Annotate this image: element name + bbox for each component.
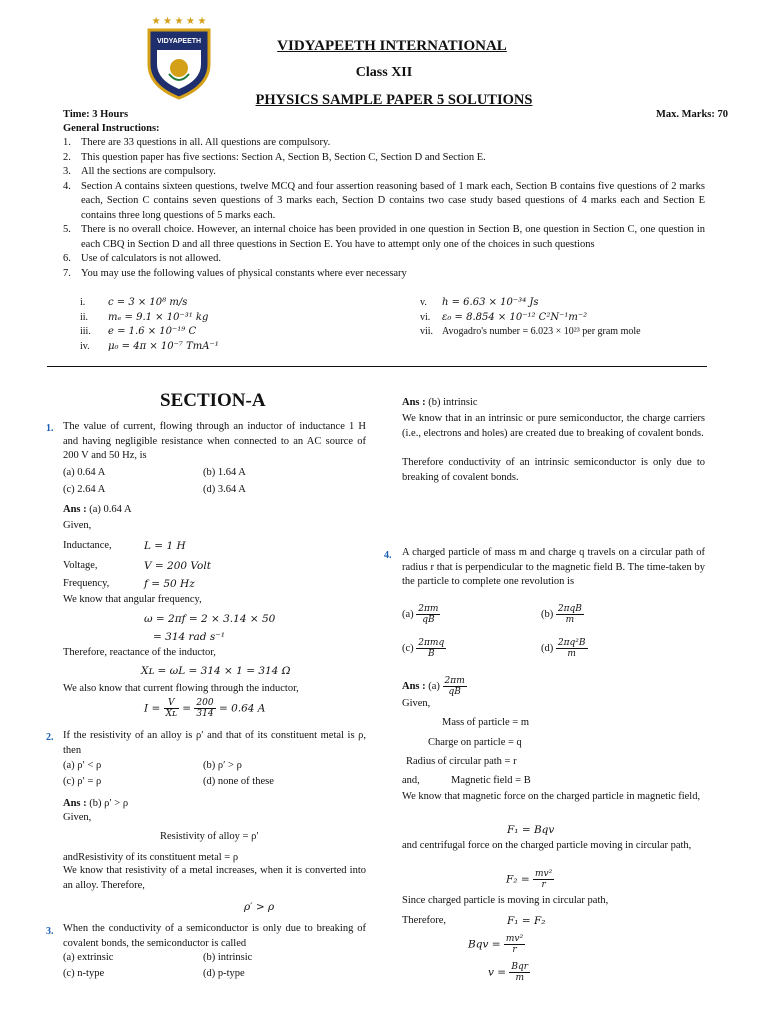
logo-text: VIDYAPEETH: [157, 38, 202, 45]
given-line: Radius of circular path = r: [406, 756, 517, 767]
given-line: Magnetic field = B: [451, 775, 531, 786]
question-number: 3.: [46, 926, 54, 937]
option-a: (a) $\frac{2\pi m}{qB}$: [402, 604, 439, 625]
solution-text: We know that resistivity of a metal increases, when it is converted into an alloy. Therefore,: [63, 865, 366, 891]
inductance-label: Inductance,: [63, 540, 112, 551]
instruction-item: 3. All the sections are compulsory.: [63, 166, 216, 177]
option-c: (c) ρ′ = ρ: [63, 776, 102, 787]
question-number: 1.: [46, 423, 54, 434]
answer: Ans : (a) $\frac{2\pi m}{qB}$: [402, 676, 465, 697]
option-d: (d) p-type: [203, 968, 245, 979]
answer: Ans : (b) ρ′ > ρ: [63, 798, 129, 809]
option-c: (c) $\frac{\text{2πmq}}{B}$: [402, 638, 445, 659]
option-d: (d) none of these: [203, 776, 274, 787]
constants-left: [80, 296, 219, 354]
equation: Xʟ = ωL = 314 × 1 = 314 Ω: [141, 665, 291, 677]
option-b: (b) 1.64 A: [203, 467, 246, 478]
instructions-heading: General Instructions:: [63, 123, 160, 134]
section-title: SECTION-A: [160, 390, 266, 411]
question-number: 4.: [384, 550, 392, 561]
option-d: (d) 3.64 A: [203, 484, 246, 495]
solution-text: and centrifugal force on the charged particle moving in circular path,: [402, 840, 692, 851]
constant-row: v. h = 6.63 × 10⁻³⁴ Js: [420, 297, 539, 308]
option-a: (a) 0.64 A: [63, 467, 106, 478]
class-name: Class XII: [355, 65, 413, 80]
question-text: If the resistivity of an alloy is ρ′ and that of its constituent metal is ρ, then: [63, 730, 366, 756]
given-line: and,: [402, 775, 420, 786]
angular-frequency-text: We know that angular frequency,: [63, 594, 202, 605]
solution-line: Since charged particle is moving in circular path,: [402, 895, 609, 906]
solution-line: Therefore,: [402, 915, 447, 926]
option-b: (b) $\frac{\text{2πqB}}{m}$: [541, 604, 582, 625]
given-label: Given,: [402, 698, 431, 709]
option-c: (c) 2.64 A: [63, 484, 106, 495]
equation: v = $\frac{\text{Bqr}}{m}$: [488, 962, 529, 983]
question-number: 2.: [46, 732, 54, 743]
current-text: We also know that current flowing through the inductor,: [63, 683, 299, 694]
instruction-item: 7. You may use the following values of physical constants where ever necessary: [63, 267, 407, 279]
svg-text:★ ★ ★ ★ ★: ★ ★ ★ ★ ★: [151, 16, 207, 27]
shield-icon: [143, 14, 215, 100]
equation: ω = 2πf = 2 × 3.14 × 50: [144, 613, 276, 625]
solution-text: We know that in an intrinsic or pure semiconductor, the charge carriers (i.e., electrons and holes) are created due to breaking of covalent bonds.: [402, 413, 705, 439]
inductance-value: L = 1 H: [144, 540, 186, 552]
constant-row: iv. μ₀ = 4π × 10⁻⁷ TmA⁻¹: [80, 340, 219, 352]
equation: Bqv = $\frac{\text{mv²}}{r}$: [468, 934, 524, 955]
school-logo: [143, 14, 215, 100]
paper-title: PHYSICS SAMPLE PAPER 5 SOLUTIONS: [255, 92, 533, 108]
option-a: (a) extrinsic: [63, 952, 114, 963]
max-marks: Max. Marks: 70: [655, 109, 728, 120]
question-text: A charged particle of mass m and charge q travels on a circular path of radius r that is perpendicular to the magnetic field B. The time-taken by the particle to complete one revolution is: [402, 547, 705, 587]
equation: = 314 rad s⁻¹: [153, 631, 225, 643]
equation: I = $\frac{V}{\text{Xʟ}}$ = $\frac{200}{314}$ = 0.64 A: [144, 698, 266, 719]
solution-text: Therefore conductivity of an intrinsic semiconductor is only due to breaking of covalent bonds.: [402, 457, 705, 483]
reactance-text: Therefore, reactance of the inductor,: [63, 647, 216, 658]
solution-text: We know that magnetic force on the charged particle in magnetic field,: [402, 791, 701, 802]
instruction-item: 2. This question paper has five sections: Section A, Section B, Section C, Section D and Section E.: [63, 151, 486, 163]
given-line: Mass of particle = m: [442, 717, 529, 728]
constant-row: ii. mₑ = 9.1 × 10⁻³¹ kg: [80, 311, 209, 323]
option-d: (d) $\frac{\text{2πq²B}}{m}$: [541, 638, 586, 659]
equation: F₁ = Bqv: [507, 824, 555, 836]
frequency-value: f = 50 Hz: [144, 578, 195, 590]
voltage-value: V = 200 Volt: [144, 560, 211, 572]
equation: F₁ = F₂: [507, 915, 546, 927]
constant-row: iii. e = 1.6 × 10⁻¹⁹ C: [80, 326, 197, 337]
instruction-item: 1. There are 33 questions in all. All questions are compulsory.: [63, 137, 331, 148]
voltage-label: Voltage,: [63, 560, 98, 571]
time-label: Time: 3 Hours: [63, 109, 129, 120]
school-name: VIDYAPEETH INTERNATIONAL: [277, 38, 507, 54]
question-text: When the conductivity of a semiconductor is only due to breaking of covalent bonds, the semiconductor is called: [63, 923, 366, 949]
section-divider: [47, 366, 707, 367]
option-b: (b) intrinsic: [203, 952, 253, 963]
constant-row: vi. ε₀ = 8.854 × 10⁻¹² C²N⁻¹m⁻²: [420, 311, 588, 323]
instruction-item: 4. Section A contains sixteen questions, twelve MCQ and four assertion reasoning based of 1 mark each, Section B contains five questions of 2 marks each, Section C contains seven questions of 3 marks each, Section D contains two case study based questions of 4 marks each and Section E contains three long questions of 5 marks each.: [63, 180, 705, 221]
given-label: Given,: [63, 520, 92, 531]
option-c: (c) n-type: [63, 968, 105, 979]
instruction-item: 6. Use of calculators is not allowed.: [63, 253, 221, 264]
instructions-list: [63, 136, 705, 281]
equation: ρ′ > ρ: [244, 901, 275, 913]
option-b: (b) ρ′ > ρ: [203, 760, 242, 771]
constant-row: i. c = 3 × 10⁸ m/s: [80, 297, 188, 308]
question-text: The value of current, flowing through an inductor of inductance 1 H and having negligible resistance when connected to an AC source of 200 V and 50 Hz, is: [63, 421, 366, 461]
answer: Ans : (b) intrinsic: [402, 397, 478, 408]
frequency-label: Frequency,: [63, 578, 110, 589]
answer: Ans : (a) 0.64 A: [63, 504, 132, 515]
instruction-item: 5. There is no overall choice. However, an internal choice has been provided in one question in Section B, one question in Section C, one question in each CBQ in Section D and all three questions in Section E. You have to attempt only one of the choices in such questions: [63, 224, 705, 250]
option-a: (a) ρ′ < ρ: [63, 760, 102, 771]
given-label: Given,: [63, 812, 92, 823]
solution-line: andResistivity of its constituent metal = ρ: [63, 852, 239, 863]
constant-row: vii. Avogadro's number = 6.023 × 10²³ per gram mole: [420, 326, 641, 337]
equation: F₂ = $\frac{\text{mv²}}{r}$: [506, 869, 553, 890]
constants-right: [420, 296, 641, 340]
given-line: Charge on particle = q: [428, 737, 522, 748]
solution-line: Resistivity of alloy = ρ′: [160, 831, 259, 842]
